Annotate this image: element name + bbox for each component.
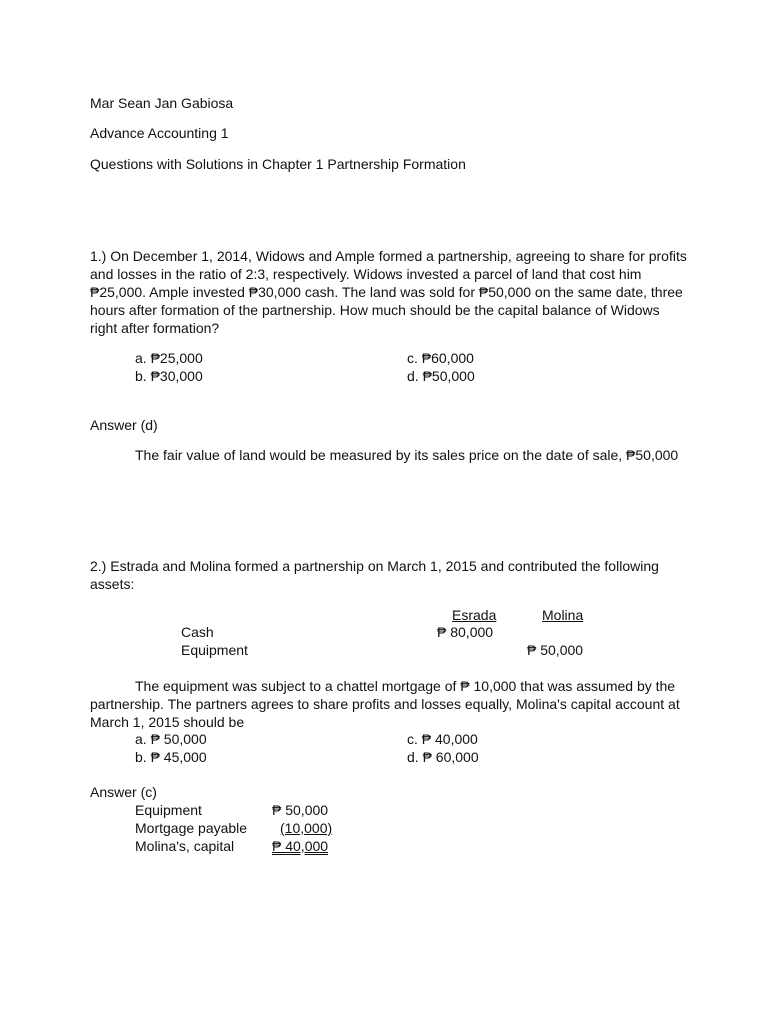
q2-solution-label: Molina's, capital (135, 838, 235, 854)
q1-choice-d: d. ₱50,000 (407, 368, 475, 384)
q2-solution-label: Mortgage payable (135, 820, 248, 836)
q2-row-label: Equipment (181, 642, 248, 658)
q1-question: 1.) On December 1, 2014, Widows and Ample formed a partnership, agreeing to share for profits and losses in the ratio of 2:3, respectively. Widows invested a parcel of land that cost him ₱25,000. Ample invested ₱30,000 cash. The land was sold for ₱50,000 on the same date, three hours after formation of the partnership. How much should be the capital balance of Widows right after formation? (90, 248, 687, 336)
q2-choice-b: b. ₱ 45,000 (135, 749, 207, 765)
q2-row-value: ₱ 80,000 (437, 624, 494, 640)
q2-question: 2.) Estrada and Molina formed a partnership on March 1, 2015 and contributed the following assets: (90, 558, 659, 592)
q2-answer: Answer (c) (90, 784, 157, 800)
q2-choice-c: c. ₱ 40,000 (407, 731, 478, 747)
q1-choice-a: a. ₱25,000 (135, 350, 203, 366)
q2-choice-a: a. ₱ 50,000 (135, 731, 207, 747)
q2-row-value: ₱ 50,000 (527, 642, 584, 658)
q1-explanation: The fair value of land would be measured by its sales price on the date of sale, ₱50,000 (135, 447, 679, 463)
q2-solution-value: ₱ 50,000 (272, 802, 329, 818)
q2-row-label: Cash (181, 624, 214, 640)
q1-choice-c: c. ₱60,000 (407, 350, 474, 366)
course-title: Advance Accounting 1 (90, 125, 229, 141)
q2-col-esrada: Esrada (452, 607, 497, 623)
q2-solution-value: (10,000) (280, 820, 333, 836)
q2-solution-label: Equipment (135, 802, 202, 818)
q1-choice-b: b. ₱30,000 (135, 368, 203, 384)
author-name: Mar Sean Jan Gabiosa (90, 95, 234, 111)
q2-col-molina: Molina (542, 607, 584, 623)
document-title: Questions with Solutions in Chapter 1 Partnership Formation (90, 156, 466, 172)
q1-answer: Answer (d) (90, 417, 158, 433)
q2-text: The equipment was subject to a chattel mortgage of ₱ 10,000 that was assumed by the partnership. The partners agrees to share profits and losses equally, Molina's capital account at March 1, 2015 should be (90, 678, 680, 730)
q2-solution-total: ₱ 40,000 (272, 838, 329, 854)
q2-choice-d: d. ₱ 60,000 (407, 749, 479, 765)
